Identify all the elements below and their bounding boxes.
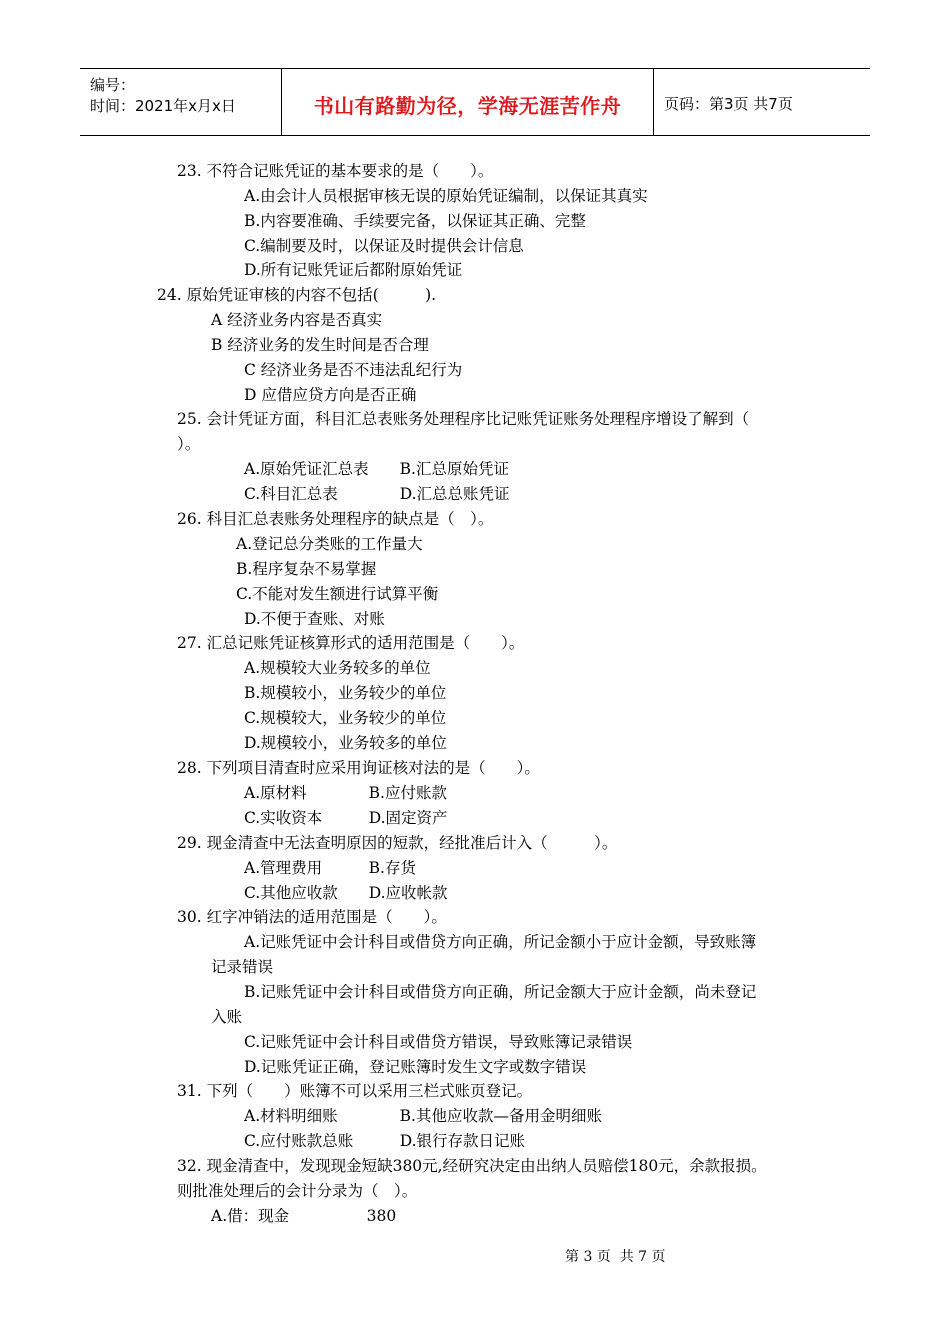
option-28-cd: C.实收资本 D.固定资产 [244,809,448,827]
header-page-info: 页码：第3页 共7页 [664,95,793,113]
question-24: 24. 原始凭证审核的内容不包括( ). [157,286,437,304]
option-30-b-cont: 入账 [211,1008,243,1026]
page-footer: 第 3 页 共 7 页 [565,1249,666,1265]
option-28-ab: A.原材料 B.应付账款 [244,784,447,802]
option-30-b: B.记账凭证中会计科目或借贷方向正确，所记金额大于应计金额，尚未登记 [244,983,757,1001]
option-30-a: A.记账凭证中会计科目或借贷方向正确，所记金额小于应计金额，导致账簿 [244,933,757,951]
option-29-ab: A.管理费用 B.存货 [244,859,416,877]
option-32-a: A.借：现金 380 [211,1207,397,1225]
document-time-label: 时间：2021年x月x日 [90,97,236,115]
option-23-b: B.内容要准确、手续要完备，以保证其正确、完整 [244,212,586,230]
option-24-b: B 经济业务的发生时间是否合理 [211,336,429,354]
question-25: 25. 会计凭证方面，科目汇总表账务处理程序比记账凭证账务处理程序增设了解到（ [177,410,750,428]
question-32: 32. 现金清查中，发现现金短缺380元,经研究决定由出纳人员赔偿180元，余款报损。 [177,1157,767,1175]
option-26-d: D.不便于查账、对账 [244,610,385,628]
option-27-b: B.规模较小，业务较少的单位 [244,684,447,702]
option-25-cd: C.科目汇总表 D.汇总总账凭证 [244,485,510,503]
header-motto-cell [282,69,654,135]
option-27-a: A.规模较大业务较多的单位 [244,659,431,677]
question-30: 30. 红字冲销法的适用范围是（ ）。 [177,908,447,926]
question-32-cont: 则批准处理后的会计分录为（ ）。 [177,1182,418,1200]
document-number-label: 编号： [90,76,136,94]
option-24-c: C 经济业务是否不违法乱纪行为 [244,361,463,379]
question-31: 31. 下列（ ）账簿不可以采用三栏式账页登记。 [177,1082,533,1100]
question-26: 26. 科目汇总表账务处理程序的缺点是（ ）。 [177,510,494,528]
question-29: 29. 现金清查中无法查明原因的短款，经批准后计入（ ）。 [177,834,618,852]
option-23-d: D.所有记账凭证后都附原始凭证 [244,261,463,279]
header-meta-cell [80,69,282,135]
option-31-ab: A.材料明细账 B.其他应收款—备用金明细账 [244,1107,602,1125]
option-26-b: B.程序复杂不易掌握 [236,560,377,578]
option-23-c: C.编制要及时，以保证及时提供会计信息 [244,237,524,255]
question-23: 23. 不符合记账凭证的基本要求的是（ ）。 [177,162,494,180]
option-26-a: A.登记总分类账的工作量大 [236,535,423,553]
option-26-c: C.不能对发生额进行试算平衡 [236,585,439,603]
option-30-d: D.记账凭证正确，登记账簿时发生文字或数字错误 [244,1058,587,1076]
header-motto: 书山有路勤为径，学海无涯苦作舟 [313,94,622,118]
option-23-a: A.由会计人员根据审核无误的原始凭证编制，以保证其真实 [244,187,648,205]
question-28: 28. 下列项目清查时应采用询证核对法的是（ ）。 [177,759,540,777]
option-30-a-cont: 记录错误 [211,958,274,976]
option-27-d: D.规模较小，业务较多的单位 [244,734,447,752]
option-24-d: D 应借应贷方向是否正确 [244,386,417,404]
option-25-ab: A.原始凭证汇总表 B.汇总原始凭证 [244,460,509,478]
option-31-cd: C.应付账款总账 D.银行存款日记账 [244,1132,526,1150]
option-27-c: C.规模较大，业务较少的单位 [244,709,447,727]
question-27: 27. 汇总记账凭证核算形式的适用范围是（ ）。 [177,634,525,652]
page-header [80,68,870,136]
header-page-cell [654,69,870,135]
question-25-cont: ）。 [177,435,201,453]
option-29-cd: C.其他应收款 D.应收帐款 [244,884,448,902]
option-24-a: A 经济业务内容是否真实 [211,311,383,329]
option-30-c: C.记账凭证中会计科目或借贷方错误，导致账簿记录错误 [244,1033,633,1051]
